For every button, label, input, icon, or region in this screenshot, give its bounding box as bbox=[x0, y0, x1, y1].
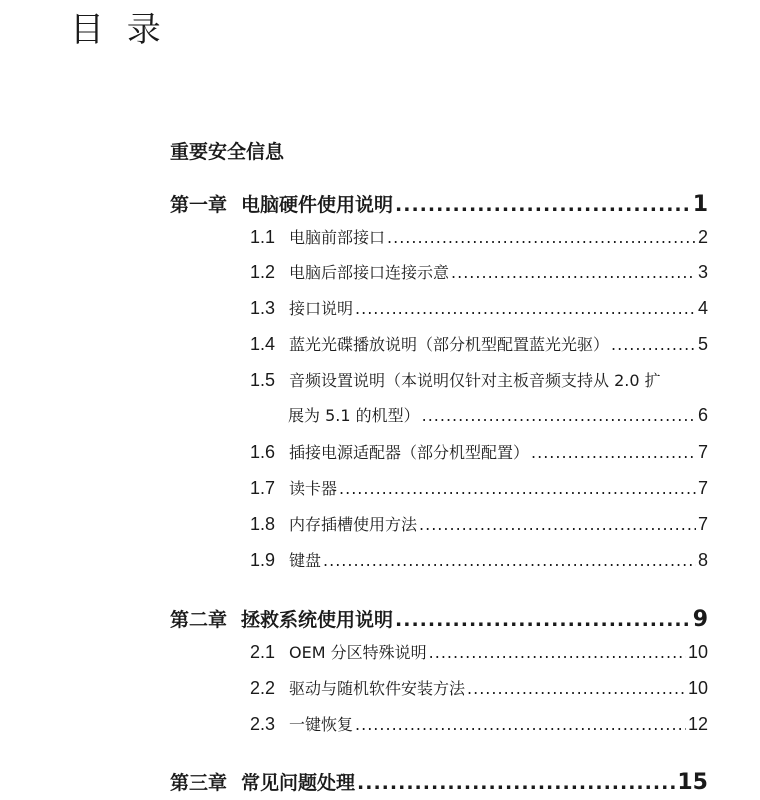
leader-dots bbox=[429, 643, 686, 662]
leader-dots bbox=[422, 406, 696, 425]
toc-entry-safety[interactable]: 重要安全信息 bbox=[170, 141, 285, 163]
chapter-number: 第三章 bbox=[170, 772, 228, 794]
toc-item-1-1[interactable] bbox=[250, 225, 708, 248]
section-number: 1.6 bbox=[250, 442, 276, 462]
toc-item-2-2[interactable] bbox=[250, 676, 708, 699]
page-number: 15 bbox=[677, 770, 708, 795]
page-number: 7 bbox=[697, 478, 708, 498]
leader-dots bbox=[611, 335, 696, 354]
section-title: 内存插槽使用方法 bbox=[289, 515, 418, 534]
leader-dots bbox=[387, 228, 696, 247]
leader-dots bbox=[339, 479, 696, 498]
leader-dots bbox=[395, 194, 691, 216]
section-title: 音频设置说明（本说明仅针对主板音频支持从 2.0 扩 bbox=[289, 371, 661, 390]
page-number: 2 bbox=[697, 227, 708, 247]
leader-dots bbox=[451, 263, 696, 282]
page-title: 目 录 bbox=[70, 10, 167, 50]
section-number: 1.7 bbox=[250, 478, 276, 498]
toc-chapter-3[interactable] bbox=[170, 768, 708, 795]
toc-item-1-4[interactable] bbox=[250, 332, 708, 355]
page-number: 1 bbox=[692, 192, 708, 217]
section-number: 2.1 bbox=[250, 642, 276, 662]
leader-dots bbox=[357, 772, 675, 794]
toc-item-2-1[interactable] bbox=[250, 640, 708, 663]
page-number: 5 bbox=[697, 334, 708, 354]
section-title: 读卡器 bbox=[289, 479, 338, 498]
page-number: 8 bbox=[697, 550, 708, 570]
section-number: 1.5 bbox=[250, 370, 276, 390]
page-number: 6 bbox=[697, 405, 708, 425]
section-number: 2.3 bbox=[250, 714, 276, 734]
toc-item-1-5-continued[interactable] bbox=[288, 403, 708, 426]
page-number: 10 bbox=[687, 642, 708, 662]
page-number: 10 bbox=[687, 678, 708, 698]
leader-dots bbox=[323, 551, 696, 570]
section-number: 1.4 bbox=[250, 334, 276, 354]
section-number: 1.9 bbox=[250, 550, 276, 570]
section-number: 1.2 bbox=[250, 262, 276, 282]
section-title: 驱动与随机软件安装方法 bbox=[289, 679, 466, 698]
leader-dots bbox=[467, 679, 686, 698]
leader-dots bbox=[419, 515, 696, 534]
chapter-number: 第二章 bbox=[170, 609, 228, 631]
chapter-title: 电脑硬件使用说明 bbox=[241, 194, 394, 216]
section-title: 插接电源适配器（部分机型配置） bbox=[289, 443, 530, 462]
page-number: 7 bbox=[697, 514, 708, 534]
toc-item-1-5[interactable] bbox=[250, 368, 708, 391]
section-title: 键盘 bbox=[289, 551, 322, 570]
toc-chapter-2[interactable] bbox=[170, 605, 708, 632]
toc-item-1-2[interactable] bbox=[250, 260, 708, 283]
toc-item-1-3[interactable] bbox=[250, 296, 708, 319]
section-title: 电脑前部接口 bbox=[289, 228, 386, 247]
page-number: 9 bbox=[692, 607, 708, 632]
page-number: 4 bbox=[697, 298, 708, 318]
toc-item-2-3[interactable] bbox=[250, 712, 708, 735]
section-title: OEM 分区特殊说明 bbox=[289, 643, 427, 662]
section-number: 1.3 bbox=[250, 298, 276, 318]
page-number: 7 bbox=[697, 442, 708, 462]
page-number: 3 bbox=[697, 262, 708, 282]
section-number: 1.8 bbox=[250, 514, 276, 534]
section-title: 一键恢复 bbox=[289, 715, 354, 734]
page-number: 12 bbox=[687, 714, 708, 734]
section-number: 2.2 bbox=[250, 678, 276, 698]
leader-dots bbox=[531, 443, 696, 462]
chapter-title: 拯救系统使用说明 bbox=[241, 609, 394, 631]
section-title: 蓝光光碟播放说明（部分机型配置蓝光光驱） bbox=[289, 335, 610, 354]
toc-item-1-8[interactable] bbox=[250, 512, 708, 535]
leader-dots bbox=[395, 609, 691, 631]
section-title: 电脑后部接口连接示意 bbox=[289, 263, 450, 282]
section-number: 1.1 bbox=[250, 227, 276, 247]
section-title: 接口说明 bbox=[289, 299, 354, 318]
chapter-number: 第一章 bbox=[170, 194, 228, 216]
chapter-title: 常见问题处理 bbox=[241, 772, 356, 794]
section-title-continued: 展为 5.1 的机型） bbox=[288, 406, 420, 425]
leader-dots bbox=[355, 299, 696, 318]
toc-item-1-9[interactable] bbox=[250, 548, 708, 571]
leader-dots bbox=[355, 715, 686, 734]
toc-item-1-7[interactable] bbox=[250, 476, 708, 499]
toc-chapter-1[interactable] bbox=[170, 190, 708, 217]
toc-item-1-6[interactable] bbox=[250, 440, 708, 463]
